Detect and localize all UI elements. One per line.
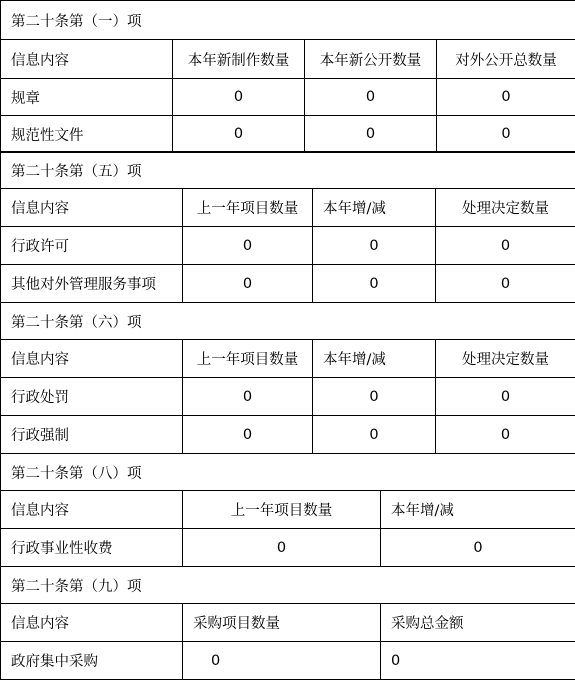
cell-value: 0 [313, 378, 436, 416]
cell-value: 0 [313, 416, 436, 454]
section-table-1 [0, 0, 575, 153]
row-label: 其他对外管理服务事项 [1, 265, 183, 303]
cell-value: 0 [436, 378, 575, 416]
column-header: 上一年项目数量 [183, 340, 313, 378]
section-title: 第二十条第（五）项 [1, 152, 575, 189]
row-label: 规章 [1, 79, 173, 116]
cell-value: 0 [183, 265, 313, 303]
column-header: 本年新公开数量 [305, 40, 437, 79]
table-row [1, 227, 575, 265]
table-row [1, 79, 575, 116]
cell-value: 0 [436, 416, 575, 454]
column-header: 本年增/减 [313, 189, 436, 227]
cell-value: 0 [381, 529, 575, 567]
section-title: 第二十条第（六）项 [1, 303, 575, 340]
row-label: 行政处罚 [1, 378, 183, 416]
cell-value: 0 [305, 79, 437, 116]
column-header: 上一年项目数量 [183, 189, 313, 227]
cell-value: 0 [183, 642, 381, 680]
column-header: 采购总金额 [381, 604, 575, 642]
cell-value: 0 [183, 378, 313, 416]
cell-value: 0 [436, 227, 575, 265]
column-header: 信息内容 [1, 491, 183, 529]
column-header: 信息内容 [1, 40, 173, 79]
row-label: 行政强制 [1, 416, 183, 454]
section-table-5 [0, 566, 575, 680]
cell-value: 0 [183, 529, 381, 567]
column-header: 本年增/减 [313, 340, 436, 378]
cell-value: 0 [183, 416, 313, 454]
column-header: 本年新制作数量 [173, 40, 305, 79]
row-label: 行政事业性收费 [1, 529, 183, 567]
section-title: 第二十条第（一）项 [1, 1, 575, 40]
row-label: 规范性文件 [1, 116, 173, 153]
table-row [1, 378, 575, 416]
cell-value: 0 [183, 227, 313, 265]
section-table-2 [0, 151, 575, 303]
cell-value: 0 [381, 642, 575, 680]
table-row [1, 265, 575, 303]
section-table-4 [0, 453, 575, 567]
section-title: 第二十条第（九）项 [1, 567, 575, 604]
cell-value: 0 [313, 265, 436, 303]
column-header: 上一年项目数量 [183, 491, 381, 529]
column-header: 采购项目数量 [183, 604, 381, 642]
column-header: 信息内容 [1, 189, 183, 227]
cell-value: 0 [173, 116, 305, 153]
section-title: 第二十条第（八）项 [1, 454, 575, 491]
cell-value: 0 [173, 79, 305, 116]
cell-value: 0 [313, 227, 436, 265]
cell-value: 0 [437, 116, 575, 153]
column-header: 对外公开总数量 [437, 40, 575, 79]
table-row [1, 116, 575, 153]
table-row [1, 642, 575, 680]
table-row [1, 416, 575, 454]
column-header: 信息内容 [1, 340, 183, 378]
column-header: 处理决定数量 [436, 340, 575, 378]
row-label: 行政许可 [1, 227, 183, 265]
section-table-3 [0, 302, 575, 454]
table-row [1, 529, 575, 567]
column-header: 处理决定数量 [436, 189, 575, 227]
cell-value: 0 [437, 79, 575, 116]
column-header: 信息内容 [1, 604, 183, 642]
cell-value: 0 [305, 116, 437, 153]
cell-value: 0 [436, 265, 575, 303]
column-header: 本年增/减 [381, 491, 575, 529]
row-label: 政府集中采购 [1, 642, 183, 680]
